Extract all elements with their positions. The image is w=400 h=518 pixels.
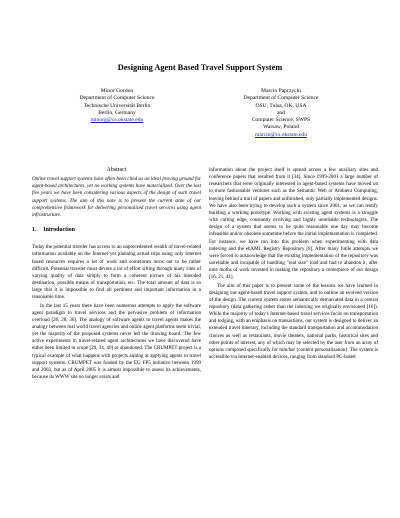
author-email-link[interactable]: marcin@cs.okstate.edu	[254, 131, 308, 138]
author-email-link[interactable]: minorg@cs.okstate.edu	[90, 117, 144, 124]
left-column	[32, 167, 201, 381]
section-number: 1.	[32, 227, 37, 234]
author-conjunction: and	[276, 109, 286, 116]
body-paragraph: In the last 15 years there have been numerous attempts to apply the software agent paradigm to travel services and the pervasive problem of information overload [26, 28, 30]. The analogy of software agents to travel agents makes the analogy between real world travel agencies and online agent platforms seem trivial, yet the majority of the proposed systems never left the drawing board. The few active experiments in travel-related agent architectures we have discovered have either been limited in scope [29, 34, 40] or abandoned. The CRUMPET project is a typical example of what happens with projects aiming at applying agents in travel support systems. CRUMPET was funded by the EU FP5 initiative between 1999 and 2003, but as of April 2005 it is almost impossible to assess its achievements, because its WWW site no longer exists and	[32, 302, 201, 381]
section-title: Introduction	[43, 227, 75, 234]
section-heading	[32, 227, 201, 234]
author-department: Department of Computer Science	[243, 95, 319, 102]
body-paragraph: Today the potential traveler has access to an unprecedented wealth of travel-related information available on the Internet yet planning actual trips using only Internet based resources requires a lot of work and sometimes turns out to be rather difficult. Potential traveler must devote a lot of effort sifting through many sites of varying quality of data simply to form a coherent picture of his intended destination, possible means of transportation, etc. The total amount of data is so large that it is impossible to find all pertinent and important information in a reasonable time.	[32, 244, 201, 301]
author-institution: Technische Universität Berlin	[83, 102, 151, 109]
author-block-2	[196, 88, 366, 139]
author-block-1	[32, 88, 202, 124]
body-paragraph: The aim of this paper is to present some of the lessons we have learned in designing our agent-based travel support system, and to outline an evolved version of the design. The current system stores semantically demarcated data in a central repository (data gathering rather than the indexing we originally envisioned [16]). While the majority of today's Internet-based travel services focus on transportation and lodging, with an emphasis on transactions, our system is designed to deliver an extended travel itinerary, including the standard transportation and accommodation choices as well as restaurants, movie theaters, national parks, historical sites and other points of interest, any of which may be selected by the user from an array of options composed specifically for him/her (content personalization). The system is accessible via Internet-enabled devices, ranging from standard PC-based	[209, 282, 378, 361]
author-location: Warsaw, Poland	[263, 124, 299, 131]
body-paragraph: information about the project itself is spread across a few auxiliary sites and conference papers that resulted from it [34]. Since 1999-2001 a large number of researchers that were originally interested in agent-based systems have moved on to more fashionable ventures such as the Semantic Web or Ambient Computing, leaving behind a trail of papers and unfinished, only partially implemented designs. We have also been trying to develop such a system since 2001, as we can testify building a working prototype. Working with existing agent systems is a struggle with cutting edge, constantly evolving and highly unreliable technologies. The design of a system that seems to be quite reasonable one day may become infeasible and/or obsolete sometime before the initial implementation is completed. For instance, we have run into this problem when experimenting with data indexing and the ebXML Registry Repository [8]. After many futile attempts we were forced to acknowledge that the existing implementation of the repository was unreliable and incapable of handling "real size" load and had to abandon it, after nine moths of work invested in making the repository a centerpiece of our design [16, 21, 41].	[209, 167, 378, 281]
paper-title: Designing Agent Based Travel Support System	[117, 63, 283, 72]
author-department: Department of Computer Science	[79, 95, 155, 102]
author-name: Marcin Paprzycki	[261, 88, 301, 94]
right-column	[209, 167, 378, 361]
author-institution: OSU, Tulsa, OK, USA	[255, 102, 307, 109]
abstract-heading: Abstract	[106, 167, 127, 173]
author-name: Minor Gordon	[100, 88, 134, 94]
author-institution-2: Computer Science, SWPS	[251, 117, 311, 124]
abstract-text: Online travel support systems have often been cited as an ideal proving ground for agent-based architectures, yet no working systems have materialized. Over the last five years we have been considering various aspects of the design of such travel support systems. The aim of this note is to present the current state of our comprehensive framework for delivering personalized travel services using agent infrastructure.	[32, 176, 201, 218]
author-location: Berlin, Germany	[98, 109, 136, 116]
